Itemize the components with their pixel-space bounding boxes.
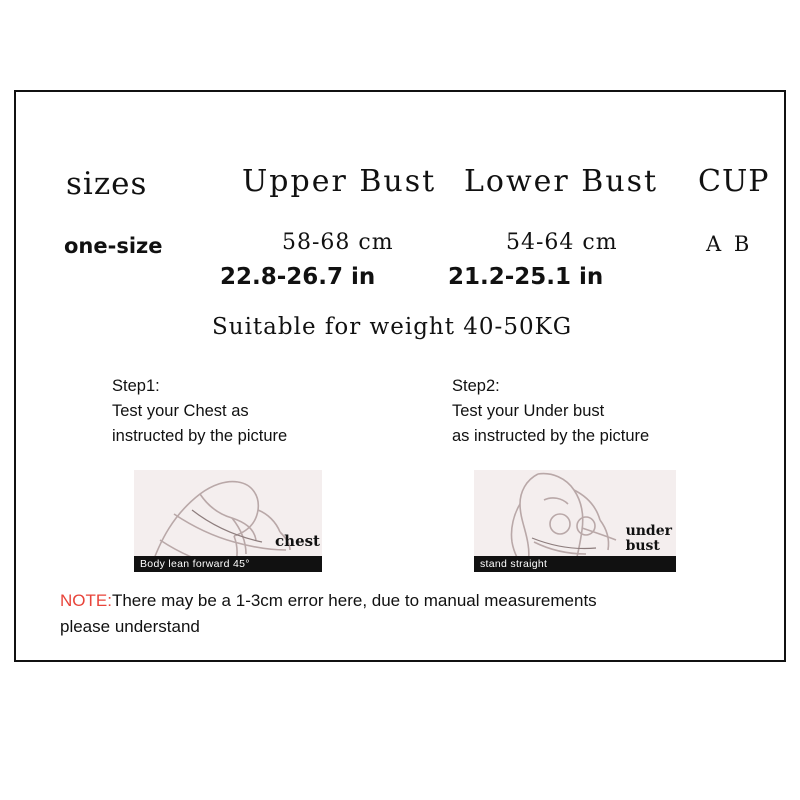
step-2-line-2: as instructed by the picture	[452, 427, 650, 445]
weight-recommendation: Suitable for weight 40-50KG	[212, 314, 573, 340]
chest-measurement-illustration	[134, 470, 322, 572]
note-line-1: There may be a 1-3cm error here, due to manual measurements	[111, 591, 597, 610]
step-1-line-1: Test your Chest as	[112, 402, 249, 420]
step-2-line-1: Test your Under bust	[452, 402, 605, 420]
step-1-instructions	[112, 374, 412, 449]
cell-lower-bust-in: 21.2-25.1 in	[448, 264, 604, 290]
step-2-instructions	[452, 374, 752, 449]
underbust-caption: stand straight	[474, 556, 676, 572]
underbust-label-line-1: under	[625, 523, 672, 539]
step-1-title: Step1:	[112, 377, 160, 395]
cell-upper-bust-in: 22.8-26.7 in	[220, 264, 376, 290]
chest-label: chest	[275, 532, 320, 550]
note-line-2: please understand	[60, 617, 200, 636]
column-header-sizes: sizes	[66, 166, 148, 202]
underbust-label	[626, 524, 672, 554]
step-1-line-2: instructed by the picture	[112, 427, 288, 445]
cell-cup: A B	[706, 232, 753, 256]
note-keyword: NOTE:	[60, 591, 112, 610]
underbust-label-line-2: bust	[625, 538, 660, 554]
step-2-title: Step2:	[452, 377, 500, 395]
cell-upper-bust-cm: 58-68 cm	[282, 230, 394, 255]
column-header-lower-bust: Lower Bust	[464, 164, 659, 199]
row-label-one-size: one-size	[64, 234, 163, 258]
column-header-upper-bust: Upper Bust	[242, 164, 437, 199]
measurement-error-note	[60, 588, 760, 640]
column-header-cup: CUP	[698, 164, 770, 199]
chest-caption: Body lean forward 45°	[134, 556, 322, 572]
size-chart-frame	[14, 90, 786, 662]
table-header-row	[16, 122, 784, 202]
underbust-measurement-illustration	[474, 470, 676, 572]
cell-lower-bust-cm: 54-64 cm	[506, 230, 618, 255]
